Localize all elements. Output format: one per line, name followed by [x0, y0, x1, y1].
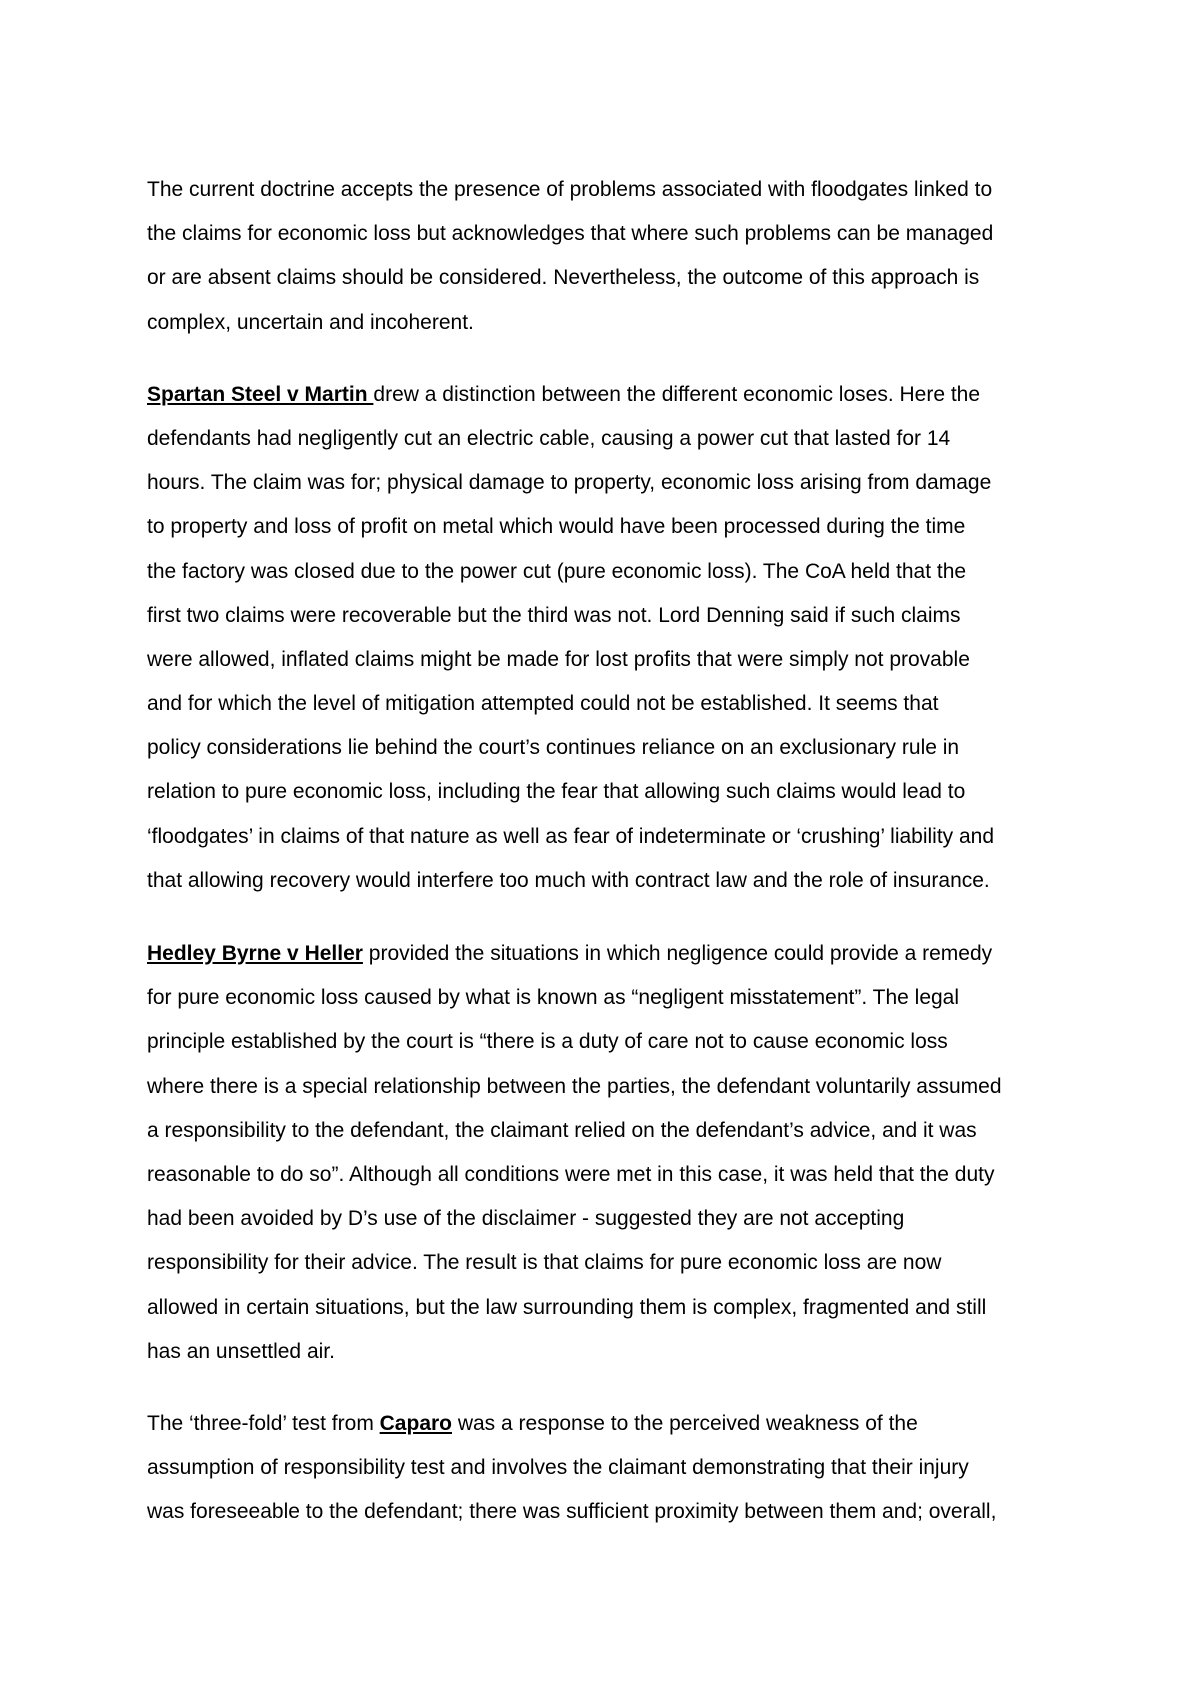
- paragraph-current-doctrine: [147, 168, 1072, 345]
- text-line: that allowing recovery would interfere too much with contract law and the role of insurance.: [147, 868, 990, 892]
- text-line: the claims for economic loss but acknowledges that where such problems can be managed: [147, 222, 994, 246]
- text-line: defendants had negligently cut an electric cable, causing a power cut that lasted for 14: [147, 426, 951, 450]
- text-run: provided the situations in which negligence could provide a remedy: [362, 942, 993, 965]
- text-line: [147, 932, 1072, 976]
- case-name-caparo: Caparo: [379, 1411, 452, 1435]
- text-line: [147, 1402, 1072, 1446]
- text-run: drew a distinction between the different economic loses. Here the: [373, 382, 981, 406]
- case-name-spartan-steel: Spartan Steel v Martin: [147, 382, 374, 406]
- text-line: reasonable to do so”. Although all conditions were met in this case, it was held that the duty: [147, 1162, 995, 1186]
- text-line: The current doctrine accepts the presence of problems associated with floodgates linked to: [147, 178, 993, 201]
- paragraph-spartan-steel: [147, 373, 1072, 903]
- text-line: allowed in certain situations, but the law surrounding them is complex, fragmented and still: [147, 1295, 987, 1319]
- text-line: was foreseeable to the defendant; there was sufficient proximity between them and; overall,: [147, 1500, 997, 1524]
- document-body: [147, 168, 1072, 1534]
- text-line: has an unsettled air.: [147, 1339, 335, 1363]
- text-run: The ‘three-fold’ test from: [147, 1411, 380, 1435]
- paragraph-hedley-byrne: [147, 932, 1072, 1374]
- text-line: relation to pure economic loss, including the fear that allowing such claims would lead to: [147, 780, 966, 804]
- text-line: the factory was closed due to the power cut (pure economic loss). The CoA held that the: [147, 559, 967, 583]
- text-line: and for which the level of mitigation attempted could not be established. It seems that: [147, 692, 939, 716]
- text-line: complex, uncertain and incoherent.: [147, 310, 474, 334]
- text-line: or are absent claims should be considered. Nevertheless, the outcome of this approach is: [147, 266, 980, 290]
- text-line: policy considerations lie behind the court’s continues reliance on an exclusionary rule in: [147, 736, 960, 760]
- text-line: for pure economic loss caused by what is known as “negligent misstatement”. The legal: [147, 986, 960, 1010]
- text-line: responsibility for their advice. The result is that claims for pure economic loss are now: [147, 1251, 942, 1275]
- case-name-hedley-byrne: Hedley Byrne v Heller: [147, 942, 363, 965]
- text-line: had been avoided by D’s use of the disclaimer - suggested they are not accepting: [147, 1207, 905, 1231]
- text-line: were allowed, inflated claims might be made for lost profits that were simply not provable: [147, 647, 970, 671]
- text-line: ‘floodgates’ in claims of that nature as well as fear of indeterminate or ‘crushing’ liability and: [147, 824, 995, 848]
- text-line: a responsibility to the defendant, the claimant relied on the defendant’s advice, and it was: [147, 1118, 977, 1142]
- text-line: first two claims were recoverable but the third was not. Lord Denning said if such claims: [147, 603, 961, 627]
- text-line: hours. The claim was for; physical damage to property, economic loss arising from damage: [147, 471, 992, 495]
- text-run: was a response to the perceived weakness of the: [452, 1411, 918, 1435]
- paragraph-caparo: [147, 1402, 1072, 1535]
- text-line: [147, 373, 1072, 417]
- text-line: assumption of responsibility test and involves the claimant demonstrating that their injury: [147, 1456, 969, 1480]
- text-line: to property and loss of profit on metal which would have been processed during the time: [147, 515, 966, 539]
- text-line: principle established by the court is “there is a duty of care not to cause economic loss: [147, 1030, 948, 1054]
- text-line: where there is a special relationship between the parties, the defendant voluntarily assumed: [147, 1074, 1002, 1098]
